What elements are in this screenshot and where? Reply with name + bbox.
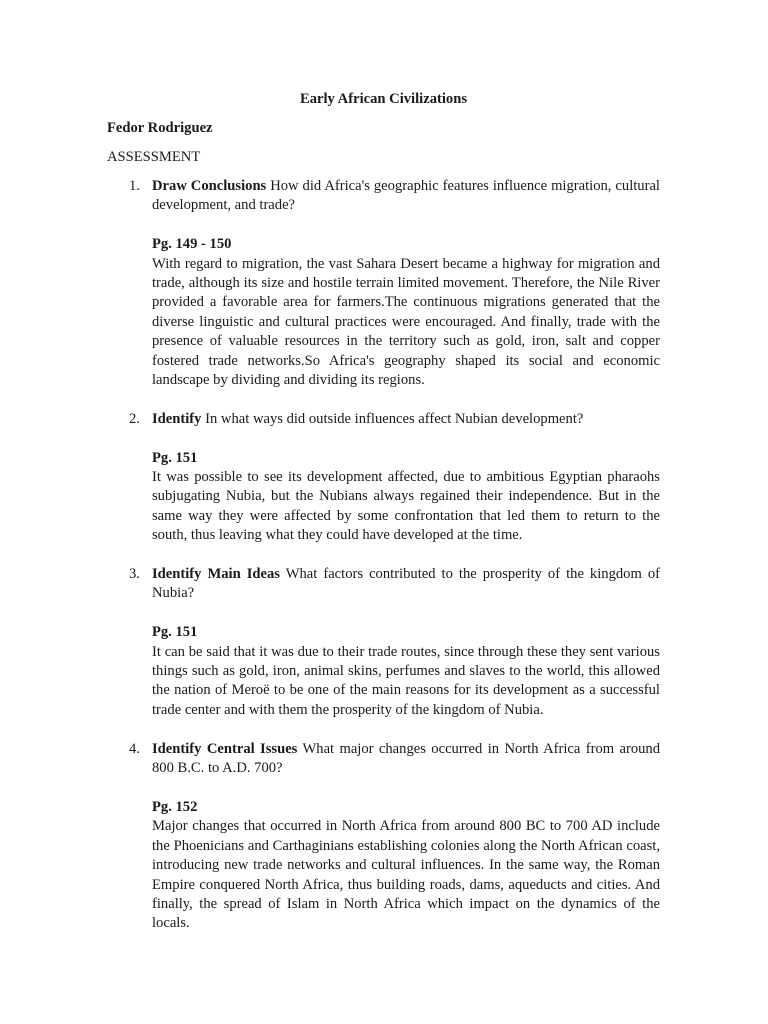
item-number: 3. <box>129 566 140 583</box>
question-body: In what ways did outside influences affect Nubian development? <box>201 410 584 427</box>
answer-text: Major changes that occurred in North Africa from around 800 BC to 700 AD include the Phoenicians and Carthaginians establishing colonies along the North African coast, introducing new trade networks and cultural influences. In the same way, the Roman Empire conquered North Africa, thus building roads, dams, aqueducts and cities. And finally, the spread of Islam in North Africa which impact on the dynamics of the locals. <box>152 818 660 932</box>
question-text <box>152 177 660 216</box>
assessment-item-3 <box>107 565 660 720</box>
question-text <box>152 565 660 604</box>
question-body: How did Africa's geographic features influence migration, cultural development, and trade? <box>152 178 660 214</box>
assessment-item-4 <box>107 740 660 934</box>
question-label: Identify Central Issues <box>152 740 298 757</box>
answer-text: It was possible to see its development affected, due to ambitious Egyptian pharaohs subjugating Nubia, but the Nubians always regained their independence. But in the same way they were affected by some confrontation that led them to return to the south, thus leaving what they could have developed at the time. <box>152 469 660 544</box>
question-text <box>152 740 660 779</box>
page-reference: Pg. 149 - 150 <box>152 236 232 253</box>
question-body: What factors contributed to the prosperity of the kingdom of Nubia? <box>152 566 660 602</box>
question-label: Identify <box>152 410 202 427</box>
page-reference: Pg. 151 <box>152 449 198 466</box>
page-reference: Pg. 152 <box>152 798 198 815</box>
document-page <box>107 90 660 953</box>
answer-text: With regard to migration, the vast Sahara Desert became a highway for migration and trade, although its size and hostile terrain limited movement. Therefore, the Nile River provided a favorable area for farmers.The continuous migrations generated that the diverse linguistic and cultural practices were encouraged. And finally, trade with the presence of valuable resources in the territory such as gold, iron, salt and copper fostered trade networks.So Africa's geography shaped its social and economic landscape by dividing and dividing its regions. <box>152 255 660 389</box>
assessment-item-1 <box>107 177 660 390</box>
section-heading: ASSESSMENT <box>107 149 201 165</box>
question-label: Draw Conclusions <box>152 178 267 194</box>
question-label: Identify Main Ideas <box>152 566 280 583</box>
assessment-item-2 <box>107 410 660 546</box>
item-number: 1. <box>129 178 140 194</box>
author-name: Fedor Rodriguez <box>107 120 213 136</box>
page-reference: Pg. 151 <box>152 624 198 641</box>
question-body: What major changes occurred in North Africa from around 800 B.C. to A.D. 700? <box>152 740 661 777</box>
question-text <box>152 410 660 429</box>
item-number: 2. <box>129 410 140 427</box>
document-title: Early African Civilizations <box>299 91 467 107</box>
item-number: 4. <box>129 740 140 757</box>
answer-text: It can be said that it was due to their trade routes, since through these they sent various things such as gold, iron, animal skins, perfumes and slaves to the world, this allowed the nation of Meroë to be one of the main reasons for its development as a successful trade center and with them the prosperity of the kingdom of Nubia. <box>152 643 660 718</box>
